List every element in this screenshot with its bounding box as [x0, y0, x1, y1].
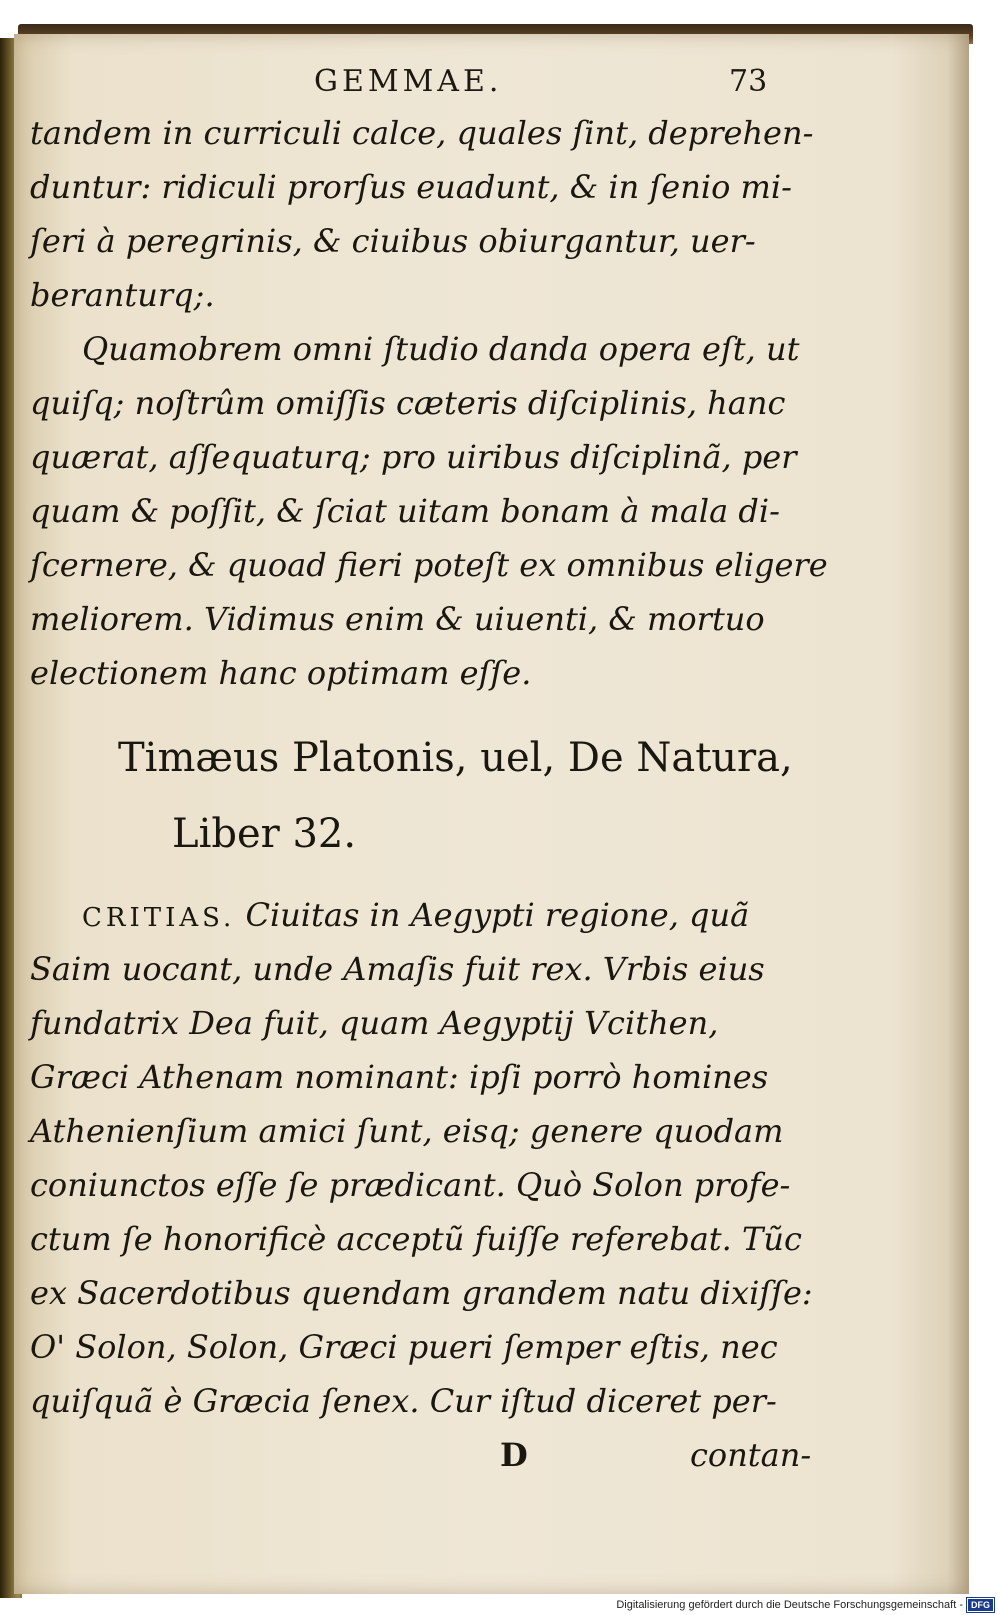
section-heading: [30, 720, 830, 872]
text-line: Saim uocant, unde Amaſis fuit rex. Vrbis eius: [30, 950, 765, 988]
text-line: quiſquã è Græcia ſenex. Cur iſtud diceret per-: [30, 1382, 777, 1420]
paragraph-2: [30, 322, 830, 700]
section-subtitle: Liber 32.: [172, 811, 357, 857]
page-header: [14, 64, 969, 104]
text-line: ſeri à peregrinis, & ciuibus obiurgantur, uer-: [30, 222, 756, 260]
text-line: meliorem. Vidimus enim & uiuenti, & mortuo: [30, 600, 765, 638]
text-line: quiſq; noſtrûm omiſſis cæteris diſciplinis, hanc: [30, 384, 786, 422]
credit-text: Digitalisierung gefördert durch die Deutsche Forschungsgemeinschaft -: [616, 1599, 963, 1611]
text-line: Quamobrem omni ſtudio danda opera eſt, ut: [82, 330, 800, 368]
text-line: fundatrix Dea fuit, quam Aegyptij Vcithen,: [30, 1004, 719, 1042]
signature-mark: D: [500, 1436, 528, 1474]
text-line: Græci Athenam nominant: ipſi porrò homines: [30, 1058, 769, 1096]
text-line: quam & poſſit, & ſciat uitam bonam à mala di-: [30, 492, 780, 530]
paragraph-1: [30, 106, 830, 322]
speaker-name: CRITIAS.: [82, 903, 236, 933]
dfg-logo: DFG: [967, 1598, 994, 1612]
text-line: Athenienſium amici ſunt, eisq; genere quodam: [30, 1112, 784, 1150]
page-footer: [30, 1428, 830, 1482]
text-line: coniunctos eſſe ſe prædicant. Quò Solon profe-: [30, 1166, 791, 1204]
text-line-rest: Ciuitas in Aegypti regione, quã: [245, 896, 750, 934]
page-number: 73: [729, 64, 768, 99]
page-text: [30, 106, 830, 1482]
book-page: [14, 34, 969, 1594]
digitization-credit: [616, 1597, 994, 1613]
text-line: O' Solon, Solon, Græci pueri ſemper eſtis, nec: [30, 1328, 778, 1366]
text-line: ſcernere, & quoad fieri poteſt ex omnibus eligere: [30, 546, 828, 584]
text-line: electionem hanc optimam eſſe.: [30, 654, 532, 692]
text-line: [30, 888, 830, 942]
section-title: Timæus Platonis, uel, De Natura,: [118, 735, 793, 781]
catchword: contan-: [690, 1436, 812, 1474]
text-line: ex Sacerdotibus quendam grandem natu dixiſſe:: [30, 1274, 813, 1312]
text-line: quærat, aſſequaturq; pro uiribus diſciplinã, per: [30, 438, 797, 476]
text-line: duntur: ridiculi prorſus euadunt, & in ſenio mi-: [30, 168, 792, 206]
running-head: GEMMAE.: [314, 64, 503, 99]
paragraph-3: [30, 888, 830, 1428]
text-line: tandem in curriculi calce, quales ſint, deprehen-: [30, 114, 814, 152]
text-line: ctum ſe honorificè acceptũ fuiſſe referebat. Tũc: [30, 1220, 802, 1258]
text-line: beranturq;.: [30, 276, 215, 314]
